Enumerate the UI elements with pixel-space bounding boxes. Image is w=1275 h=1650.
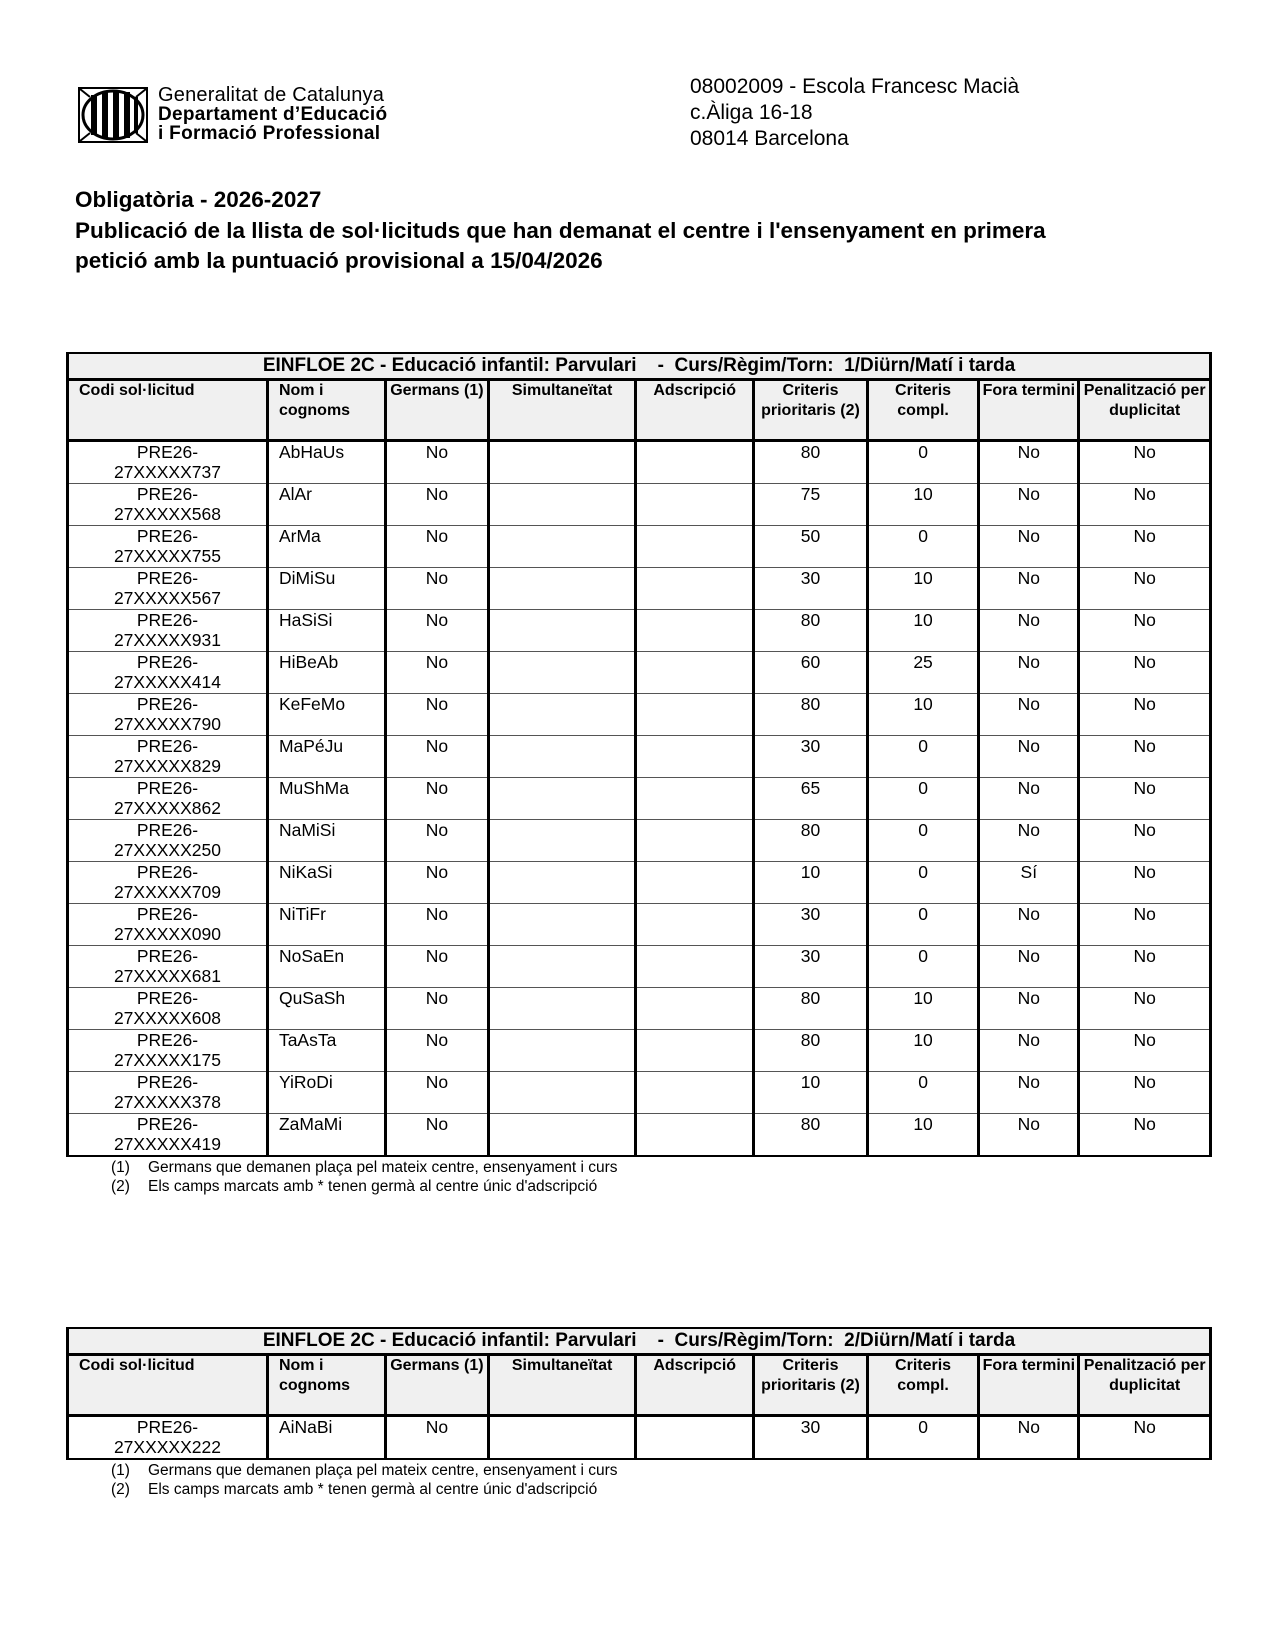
simultaneity-cell xyxy=(488,484,635,526)
application-code-cell xyxy=(68,1416,268,1460)
simultaneity-cell xyxy=(488,1416,635,1460)
out-of-term-cell: No xyxy=(979,988,1079,1030)
application-code-part-2: 27XXXXX568 xyxy=(113,504,221,524)
siblings-cell: No xyxy=(385,778,488,820)
column-header: Criteris prioritaris (2) xyxy=(754,380,868,441)
name-cell: HiBeAb xyxy=(267,652,385,694)
duplicity-penalty-cell: No xyxy=(1079,862,1211,904)
application-code-part-2: 27XXXXX250 xyxy=(113,840,221,860)
column-header: Simultaneïtat xyxy=(488,1355,635,1416)
application-code-cell xyxy=(68,862,268,904)
simultaneity-cell xyxy=(488,946,635,988)
application-code-part-2: 27XXXXX862 xyxy=(113,798,221,818)
name-cell: ArMa xyxy=(267,526,385,568)
table-caption: EINFLOE 2C - Educació infantil: Parvulari - Curs/Règim/Torn: 2/Diürn/Matí i tarda xyxy=(68,1328,1211,1355)
priority-criteria-cell: 30 xyxy=(754,736,868,778)
complementary-criteria-cell: 0 xyxy=(867,736,979,778)
simultaneity-cell xyxy=(488,610,635,652)
column-header: Simultaneïtat xyxy=(488,380,635,441)
application-code-part-1: PRE26- xyxy=(136,820,199,840)
application-code-cell xyxy=(68,820,268,862)
table-row xyxy=(68,778,1211,820)
duplicity-penalty-cell: No xyxy=(1079,904,1211,946)
column-header: Criteris prioritaris (2) xyxy=(754,1355,868,1416)
assignment-cell xyxy=(636,1072,754,1114)
application-code-part-2: 27XXXXX222 xyxy=(113,1437,221,1457)
application-code-part-2: 27XXXXX709 xyxy=(113,882,221,902)
priority-criteria-cell: 30 xyxy=(754,946,868,988)
complementary-criteria-cell: 10 xyxy=(867,1114,979,1157)
application-code-part-2: 27XXXXX419 xyxy=(113,1134,221,1154)
application-code-part-1: PRE26- xyxy=(136,1114,199,1134)
out-of-term-cell: No xyxy=(979,610,1079,652)
application-code-cell xyxy=(68,526,268,568)
priority-criteria-cell: 80 xyxy=(754,441,868,484)
application-code-part-2: 27XXXXX681 xyxy=(113,966,221,986)
priority-criteria-cell: 80 xyxy=(754,610,868,652)
out-of-term-cell: No xyxy=(979,736,1079,778)
application-code-part-2: 27XXXXX567 xyxy=(113,588,221,608)
column-header: Nom i cognoms xyxy=(267,380,385,441)
application-code-part-2: 27XXXXX931 xyxy=(113,630,221,650)
priority-criteria-cell: 50 xyxy=(754,526,868,568)
table-body xyxy=(68,441,1211,1157)
school-street: c.Àliga 16-18 xyxy=(690,101,813,124)
table-row xyxy=(68,610,1211,652)
application-code-cell xyxy=(68,904,268,946)
application-code-part-1: PRE26- xyxy=(136,568,199,588)
application-code-cell xyxy=(68,1072,268,1114)
simultaneity-cell xyxy=(488,1072,635,1114)
footnote xyxy=(111,1158,1212,1177)
siblings-cell: No xyxy=(385,1030,488,1072)
siblings-cell: No xyxy=(385,946,488,988)
complementary-criteria-cell: 10 xyxy=(867,568,979,610)
application-code-part-1: PRE26- xyxy=(136,1072,199,1092)
siblings-cell: No xyxy=(385,568,488,610)
siblings-cell: No xyxy=(385,904,488,946)
complementary-criteria-cell: 0 xyxy=(867,441,979,484)
duplicity-penalty-cell: No xyxy=(1079,988,1211,1030)
siblings-cell: No xyxy=(385,862,488,904)
application-code-cell xyxy=(68,778,268,820)
complementary-criteria-cell: 25 xyxy=(867,652,979,694)
priority-criteria-cell: 60 xyxy=(754,652,868,694)
application-code-cell xyxy=(68,441,268,484)
out-of-term-cell: No xyxy=(979,1030,1079,1072)
table-row xyxy=(68,441,1211,484)
name-cell: MaPéJu xyxy=(267,736,385,778)
priority-criteria-cell: 80 xyxy=(754,694,868,736)
out-of-term-cell: No xyxy=(979,946,1079,988)
out-of-term-cell: No xyxy=(979,820,1079,862)
simultaneity-cell xyxy=(488,568,635,610)
application-code-cell xyxy=(68,568,268,610)
duplicity-penalty-cell: No xyxy=(1079,694,1211,736)
name-cell: AbHaUs xyxy=(267,441,385,484)
application-code-cell xyxy=(68,946,268,988)
table-row xyxy=(68,988,1211,1030)
assignment-cell xyxy=(636,694,754,736)
assignment-cell xyxy=(636,862,754,904)
logo-department-text-2: i Formació Professional xyxy=(158,123,381,144)
school-address xyxy=(690,74,1019,152)
application-code-part-2: 27XXXXX608 xyxy=(113,1008,221,1028)
footnote-number: (1) xyxy=(111,1159,130,1176)
table-row xyxy=(68,1416,1211,1460)
priority-criteria-cell: 80 xyxy=(754,1030,868,1072)
out-of-term-cell: No xyxy=(979,778,1079,820)
footnote-number: (1) xyxy=(111,1462,130,1479)
out-of-term-cell: No xyxy=(979,1072,1079,1114)
out-of-term-cell: No xyxy=(979,904,1079,946)
duplicity-penalty-cell: No xyxy=(1079,1416,1211,1460)
assignment-cell xyxy=(636,652,754,694)
application-code-part-1: PRE26- xyxy=(136,610,199,630)
siblings-cell: No xyxy=(385,441,488,484)
siblings-cell: No xyxy=(385,526,488,568)
application-code-part-1: PRE26- xyxy=(136,694,199,714)
application-code-part-1: PRE26- xyxy=(136,526,199,546)
application-code-cell xyxy=(68,736,268,778)
footnotes xyxy=(111,1461,1212,1499)
duplicity-penalty-cell: No xyxy=(1079,652,1211,694)
table-row xyxy=(68,736,1211,778)
application-code-part-1: PRE26- xyxy=(136,988,199,1008)
application-code-part-1: PRE26- xyxy=(136,442,199,462)
name-cell: QuSaSh xyxy=(267,988,385,1030)
table-row xyxy=(68,1114,1211,1157)
name-cell: AlAr xyxy=(267,484,385,526)
duplicity-penalty-cell: No xyxy=(1079,1030,1211,1072)
column-header: Penalització per duplicitat xyxy=(1079,1355,1211,1416)
application-code-part-1: PRE26- xyxy=(136,736,199,756)
complementary-criteria-cell: 0 xyxy=(867,904,979,946)
siblings-cell: No xyxy=(385,1416,488,1460)
siblings-cell: No xyxy=(385,484,488,526)
assignment-cell xyxy=(636,820,754,862)
footnote-text: Els camps marcats amb * tenen germà al centre únic d'adscripció xyxy=(148,1481,598,1498)
complementary-criteria-cell: 10 xyxy=(867,484,979,526)
footnote xyxy=(111,1461,1212,1480)
duplicity-penalty-cell: No xyxy=(1079,441,1211,484)
duplicity-penalty-cell: No xyxy=(1079,946,1211,988)
column-header: Criteris compl. xyxy=(867,1355,979,1416)
table-row xyxy=(68,1030,1211,1072)
assignment-cell xyxy=(636,568,754,610)
simultaneity-cell xyxy=(488,988,635,1030)
simultaneity-cell xyxy=(488,526,635,568)
table-row xyxy=(68,568,1211,610)
table-row xyxy=(68,904,1211,946)
out-of-term-cell: No xyxy=(979,568,1079,610)
application-code-part-1: PRE26- xyxy=(136,778,199,798)
footnote-text: Germans que demanen plaça pel mateix centre, ensenyament i curs xyxy=(148,1462,618,1479)
table-header-row xyxy=(68,380,1211,441)
assignment-cell xyxy=(636,1030,754,1072)
priority-criteria-cell: 10 xyxy=(754,862,868,904)
column-header: Criteris compl. xyxy=(867,380,979,441)
siblings-cell: No xyxy=(385,1072,488,1114)
name-cell: DiMiSu xyxy=(267,568,385,610)
application-code-cell xyxy=(68,610,268,652)
school-city: 08014 Barcelona xyxy=(690,127,849,150)
title-description: Publicació de la llista de sol·licituds que han demanat el centre i l'ensenyament en primera xyxy=(75,217,1046,243)
assignment-cell xyxy=(636,441,754,484)
priority-criteria-cell: 30 xyxy=(754,1416,868,1460)
application-code-part-1: PRE26- xyxy=(136,1417,199,1437)
title-course-year: Obligatòria - 2026-2027 xyxy=(75,187,322,212)
assignment-cell xyxy=(636,1114,754,1157)
duplicity-penalty-cell: No xyxy=(1079,820,1211,862)
priority-criteria-cell: 80 xyxy=(754,1114,868,1157)
footnote-text: Els camps marcats amb * tenen germà al centre únic d'adscripció xyxy=(148,1178,598,1195)
complementary-criteria-cell: 10 xyxy=(867,1030,979,1072)
applications-table xyxy=(66,1327,1212,1460)
application-code-part-2: 27XXXXX790 xyxy=(113,714,221,734)
application-code-part-2: 27XXXXX090 xyxy=(113,924,221,944)
priority-criteria-cell: 75 xyxy=(754,484,868,526)
application-code-cell xyxy=(68,694,268,736)
complementary-criteria-cell: 0 xyxy=(867,862,979,904)
name-cell: KeFeMo xyxy=(267,694,385,736)
assignment-cell xyxy=(636,736,754,778)
assignment-cell xyxy=(636,946,754,988)
out-of-term-cell: No xyxy=(979,1416,1079,1460)
name-cell: AiNaBi xyxy=(267,1416,385,1460)
priority-criteria-cell: 65 xyxy=(754,778,868,820)
table-row xyxy=(68,862,1211,904)
siblings-cell: No xyxy=(385,694,488,736)
school-name: 08002009 - Escola Francesc Macià xyxy=(690,75,1020,98)
applications-table xyxy=(66,352,1212,1157)
table-row xyxy=(68,1072,1211,1114)
simultaneity-cell xyxy=(488,736,635,778)
application-code-cell xyxy=(68,652,268,694)
siblings-cell: No xyxy=(385,820,488,862)
simultaneity-cell xyxy=(488,1030,635,1072)
out-of-term-cell: No xyxy=(979,526,1079,568)
logo-generalitat-text: Generalitat de Catalunya xyxy=(158,84,385,106)
table-row xyxy=(68,526,1211,568)
complementary-criteria-cell: 10 xyxy=(867,610,979,652)
complementary-criteria-cell: 0 xyxy=(867,1072,979,1114)
assignment-cell xyxy=(636,778,754,820)
name-cell: HaSiSi xyxy=(267,610,385,652)
application-code-cell xyxy=(68,484,268,526)
assignment-cell xyxy=(636,526,754,568)
application-code-part-2: 27XXXXX829 xyxy=(113,756,221,776)
table-row xyxy=(68,652,1211,694)
applications-table-block-2 xyxy=(66,1327,1212,1499)
priority-criteria-cell: 80 xyxy=(754,820,868,862)
simultaneity-cell xyxy=(488,1114,635,1157)
name-cell: TaAsTa xyxy=(267,1030,385,1072)
document-title xyxy=(75,185,1205,277)
siblings-cell: No xyxy=(385,988,488,1030)
application-code-cell xyxy=(68,988,268,1030)
siblings-cell: No xyxy=(385,652,488,694)
duplicity-penalty-cell: No xyxy=(1079,526,1211,568)
simultaneity-cell xyxy=(488,652,635,694)
application-code-cell xyxy=(68,1030,268,1072)
priority-criteria-cell: 30 xyxy=(754,904,868,946)
application-code-part-2: 27XXXXX737 xyxy=(113,462,221,482)
assignment-cell xyxy=(636,484,754,526)
column-header: Codi sol·licitud xyxy=(68,1355,268,1416)
priority-criteria-cell: 80 xyxy=(754,988,868,1030)
column-header: Germans (1) xyxy=(385,1355,488,1416)
table-body xyxy=(68,1416,1211,1460)
priority-criteria-cell: 30 xyxy=(754,568,868,610)
application-code-part-1: PRE26- xyxy=(136,1030,199,1050)
footnote-number: (2) xyxy=(111,1178,130,1195)
simultaneity-cell xyxy=(488,778,635,820)
column-header: Penalització per duplicitat xyxy=(1079,380,1211,441)
complementary-criteria-cell: 0 xyxy=(867,778,979,820)
assignment-cell xyxy=(636,1416,754,1460)
column-header: Adscripció xyxy=(636,380,754,441)
footnotes xyxy=(111,1158,1212,1196)
simultaneity-cell xyxy=(488,441,635,484)
complementary-criteria-cell: 10 xyxy=(867,988,979,1030)
out-of-term-cell: No xyxy=(979,484,1079,526)
duplicity-penalty-cell: No xyxy=(1079,1072,1211,1114)
out-of-term-cell: No xyxy=(979,694,1079,736)
table-row xyxy=(68,820,1211,862)
complementary-criteria-cell: 0 xyxy=(867,946,979,988)
duplicity-penalty-cell: No xyxy=(1079,736,1211,778)
simultaneity-cell xyxy=(488,820,635,862)
column-header: Fora termini xyxy=(979,380,1079,441)
out-of-term-cell: No xyxy=(979,441,1079,484)
complementary-criteria-cell: 10 xyxy=(867,694,979,736)
name-cell: NaMiSi xyxy=(267,820,385,862)
simultaneity-cell xyxy=(488,862,635,904)
application-code-part-1: PRE26- xyxy=(136,652,199,672)
column-header: Fora termini xyxy=(979,1355,1079,1416)
footnote-number: (2) xyxy=(111,1481,130,1498)
name-cell: YiRoDi xyxy=(267,1072,385,1114)
name-cell: NiKaSi xyxy=(267,862,385,904)
application-code-part-2: 27XXXXX414 xyxy=(113,672,221,692)
siblings-cell: No xyxy=(385,1114,488,1157)
title-description-2: petició amb la puntuació provisional a 15/04/2026 xyxy=(75,248,603,273)
column-header: Adscripció xyxy=(636,1355,754,1416)
column-header: Codi sol·licitud xyxy=(68,380,268,441)
logo-department-text: Departament d’Educació xyxy=(158,104,388,125)
application-code-part-1: PRE26- xyxy=(136,904,199,924)
out-of-term-cell: No xyxy=(979,1114,1079,1157)
column-header: Germans (1) xyxy=(385,380,488,441)
siblings-cell: No xyxy=(385,610,488,652)
duplicity-penalty-cell: No xyxy=(1079,484,1211,526)
name-cell: ZaMaMi xyxy=(267,1114,385,1157)
out-of-term-cell: Sí xyxy=(979,862,1079,904)
table-row xyxy=(68,694,1211,736)
application-code-cell xyxy=(68,1114,268,1157)
complementary-criteria-cell: 0 xyxy=(867,820,979,862)
application-code-part-1: PRE26- xyxy=(136,862,199,882)
applications-table-block-1 xyxy=(66,352,1212,1196)
application-code-part-1: PRE26- xyxy=(136,484,199,504)
duplicity-penalty-cell: No xyxy=(1079,610,1211,652)
table-caption: EINFLOE 2C - Educació infantil: Parvulari - Curs/Règim/Torn: 1/Diürn/Matí i tarda xyxy=(68,353,1211,380)
name-cell: NoSaEn xyxy=(267,946,385,988)
footnote-text: Germans que demanen plaça pel mateix centre, ensenyament i curs xyxy=(148,1159,618,1176)
assignment-cell xyxy=(636,988,754,1030)
complementary-criteria-cell: 0 xyxy=(867,1416,979,1460)
simultaneity-cell xyxy=(488,904,635,946)
assignment-cell xyxy=(636,904,754,946)
simultaneity-cell xyxy=(488,694,635,736)
application-code-part-2: 27XXXXX755 xyxy=(113,546,221,566)
assignment-cell xyxy=(636,610,754,652)
generalitat-coat-of-arms-icon xyxy=(78,87,148,143)
out-of-term-cell: No xyxy=(979,652,1079,694)
application-code-part-1: PRE26- xyxy=(136,946,199,966)
column-header: Nom i cognoms xyxy=(267,1355,385,1416)
department-logo xyxy=(78,86,387,143)
priority-criteria-cell: 10 xyxy=(754,1072,868,1114)
duplicity-penalty-cell: No xyxy=(1079,1114,1211,1157)
application-code-part-2: 27XXXXX378 xyxy=(113,1092,221,1112)
footnote xyxy=(111,1177,1212,1196)
table-row xyxy=(68,946,1211,988)
name-cell: NiTiFr xyxy=(267,904,385,946)
application-code-part-2: 27XXXXX175 xyxy=(113,1050,221,1070)
name-cell: MuShMa xyxy=(267,778,385,820)
footnote xyxy=(111,1480,1212,1499)
duplicity-penalty-cell: No xyxy=(1079,568,1211,610)
table-header-row xyxy=(68,1355,1211,1416)
table-row xyxy=(68,484,1211,526)
siblings-cell: No xyxy=(385,736,488,778)
duplicity-penalty-cell: No xyxy=(1079,778,1211,820)
complementary-criteria-cell: 0 xyxy=(867,526,979,568)
